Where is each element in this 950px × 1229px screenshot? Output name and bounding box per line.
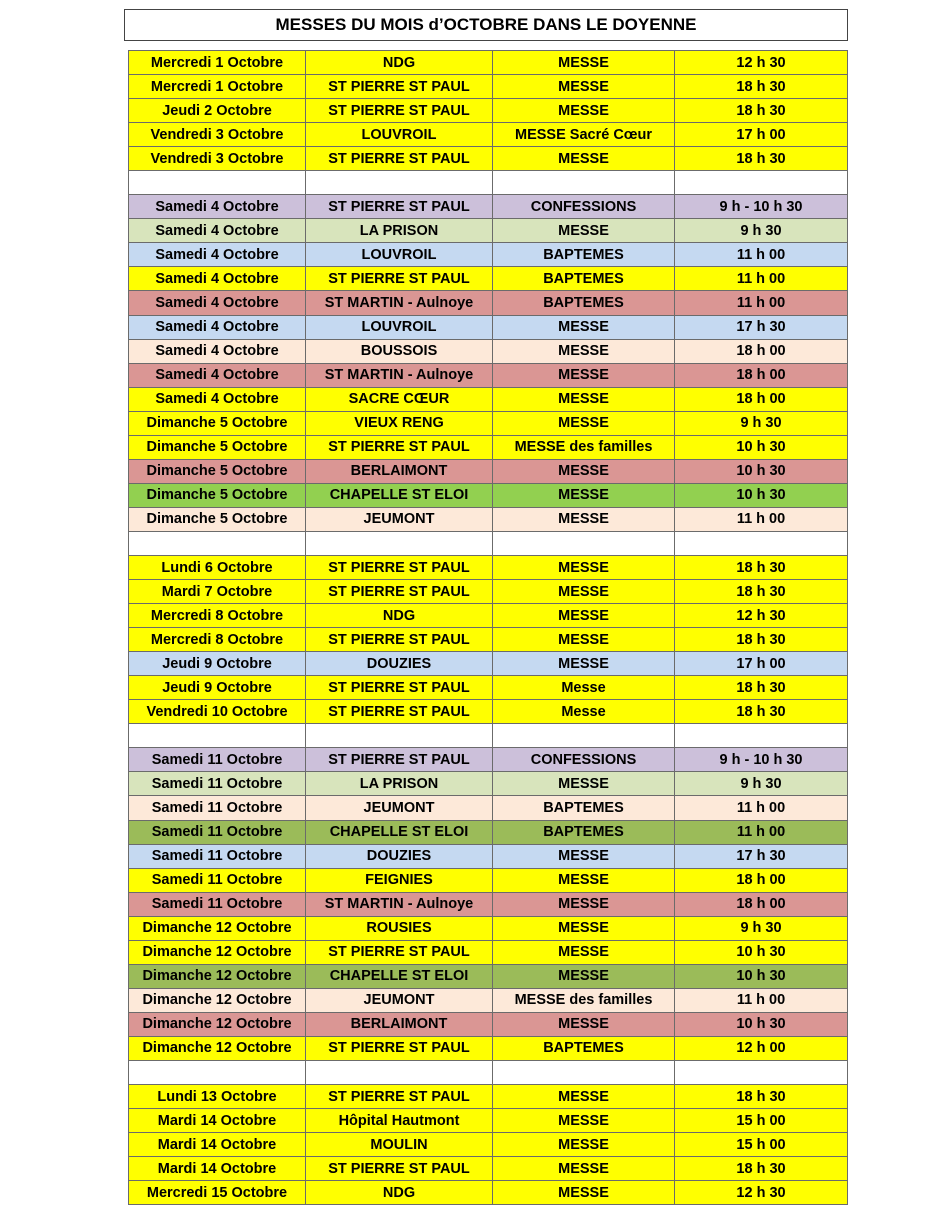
page-title: MESSES DU MOIS d’OCTOBRE DANS LE DOYENNE bbox=[124, 9, 848, 41]
cell-type: BAPTEMES bbox=[493, 1036, 675, 1060]
table-row bbox=[129, 99, 848, 123]
cell-heure: 9 h 30 bbox=[675, 916, 848, 940]
table-row bbox=[129, 844, 848, 868]
cell-heure: 9 h - 10 h 30 bbox=[675, 195, 848, 219]
cell-type bbox=[493, 724, 675, 748]
cell-lieu: ST PIERRE ST PAUL bbox=[306, 555, 493, 579]
cell-type: MESSE bbox=[493, 916, 675, 940]
cell-lieu bbox=[306, 171, 493, 195]
cell-date bbox=[129, 531, 306, 555]
cell-heure: 12 h 00 bbox=[675, 1036, 848, 1060]
table-row bbox=[129, 700, 848, 724]
spacer-row bbox=[129, 724, 848, 748]
cell-type: MESSE Sacré Cœur bbox=[493, 123, 675, 147]
cell-date: Samedi 11 Octobre bbox=[129, 748, 306, 772]
cell-lieu: JEUMONT bbox=[306, 988, 493, 1012]
cell-date: Jeudi 2 Octobre bbox=[129, 99, 306, 123]
cell-heure: 10 h 30 bbox=[675, 1012, 848, 1036]
cell-type: Messe bbox=[493, 700, 675, 724]
table-row bbox=[129, 219, 848, 243]
cell-type: MESSE bbox=[493, 628, 675, 652]
cell-lieu: LOUVROIL bbox=[306, 243, 493, 267]
cell-lieu: LA PRISON bbox=[306, 219, 493, 243]
cell-date: Samedi 4 Octobre bbox=[129, 291, 306, 315]
cell-heure: 18 h 30 bbox=[675, 147, 848, 171]
cell-type: MESSE bbox=[493, 507, 675, 531]
cell-date: Samedi 11 Octobre bbox=[129, 892, 306, 916]
cell-heure: 18 h 30 bbox=[675, 75, 848, 99]
table-row bbox=[129, 1181, 848, 1205]
cell-lieu: ST PIERRE ST PAUL bbox=[306, 700, 493, 724]
cell-date: Mardi 14 Octobre bbox=[129, 1109, 306, 1133]
table-row bbox=[129, 604, 848, 628]
table-row bbox=[129, 652, 848, 676]
cell-type: BAPTEMES bbox=[493, 820, 675, 844]
cell-heure: 9 h 30 bbox=[675, 411, 848, 435]
cell-type: MESSE bbox=[493, 75, 675, 99]
cell-date: Samedi 4 Octobre bbox=[129, 243, 306, 267]
table-row bbox=[129, 964, 848, 988]
cell-type: MESSE des familles bbox=[493, 435, 675, 459]
cell-heure bbox=[675, 1060, 848, 1084]
cell-heure: 11 h 00 bbox=[675, 243, 848, 267]
table-row bbox=[129, 892, 848, 916]
cell-date: Vendredi 3 Octobre bbox=[129, 123, 306, 147]
cell-heure: 18 h 30 bbox=[675, 1157, 848, 1181]
cell-heure: 18 h 30 bbox=[675, 676, 848, 700]
cell-type: MESSE bbox=[493, 868, 675, 892]
table-row bbox=[129, 1036, 848, 1060]
cell-type bbox=[493, 1060, 675, 1084]
cell-type: BAPTEMES bbox=[493, 267, 675, 291]
cell-type: MESSE bbox=[493, 1133, 675, 1157]
cell-date: Samedi 11 Octobre bbox=[129, 868, 306, 892]
cell-heure: 17 h 00 bbox=[675, 652, 848, 676]
table-row bbox=[129, 339, 848, 363]
cell-date: Dimanche 5 Octobre bbox=[129, 507, 306, 531]
cell-heure: 17 h 00 bbox=[675, 123, 848, 147]
cell-lieu: NDG bbox=[306, 51, 493, 75]
cell-heure: 10 h 30 bbox=[675, 964, 848, 988]
cell-lieu: Hôpital Hautmont bbox=[306, 1109, 493, 1133]
table-row bbox=[129, 916, 848, 940]
cell-heure: 18 h 30 bbox=[675, 628, 848, 652]
table-row bbox=[129, 796, 848, 820]
cell-heure: 15 h 00 bbox=[675, 1109, 848, 1133]
table-row bbox=[129, 123, 848, 147]
table-row bbox=[129, 748, 848, 772]
cell-type: MESSE des familles bbox=[493, 988, 675, 1012]
table-row bbox=[129, 363, 848, 387]
cell-heure: 18 h 00 bbox=[675, 339, 848, 363]
cell-heure: 18 h 30 bbox=[675, 1085, 848, 1109]
cell-lieu: FEIGNIES bbox=[306, 868, 493, 892]
table-row bbox=[129, 628, 848, 652]
cell-date bbox=[129, 1060, 306, 1084]
cell-date: Dimanche 5 Octobre bbox=[129, 411, 306, 435]
cell-date: Dimanche 12 Octobre bbox=[129, 1012, 306, 1036]
table-row bbox=[129, 555, 848, 579]
cell-heure: 10 h 30 bbox=[675, 940, 848, 964]
table-row bbox=[129, 988, 848, 1012]
cell-date: Dimanche 12 Octobre bbox=[129, 988, 306, 1012]
table-row bbox=[129, 940, 848, 964]
cell-lieu: ST MARTIN - Aulnoye bbox=[306, 363, 493, 387]
cell-lieu: JEUMONT bbox=[306, 796, 493, 820]
cell-date: Mardi 14 Octobre bbox=[129, 1157, 306, 1181]
cell-lieu: ST MARTIN - Aulnoye bbox=[306, 892, 493, 916]
cell-type: MESSE bbox=[493, 652, 675, 676]
cell-heure: 11 h 00 bbox=[675, 291, 848, 315]
cell-lieu: BOUSSOIS bbox=[306, 339, 493, 363]
cell-date: Jeudi 9 Octobre bbox=[129, 676, 306, 700]
table-row bbox=[129, 51, 848, 75]
cell-lieu bbox=[306, 531, 493, 555]
cell-heure: 18 h 00 bbox=[675, 363, 848, 387]
table-row bbox=[129, 387, 848, 411]
cell-heure: 17 h 30 bbox=[675, 844, 848, 868]
cell-lieu: ST PIERRE ST PAUL bbox=[306, 628, 493, 652]
table-row bbox=[129, 75, 848, 99]
cell-date: Mardi 7 Octobre bbox=[129, 580, 306, 604]
cell-date: Samedi 11 Octobre bbox=[129, 844, 306, 868]
cell-heure: 9 h 30 bbox=[675, 772, 848, 796]
cell-type: MESSE bbox=[493, 363, 675, 387]
cell-heure: 12 h 30 bbox=[675, 51, 848, 75]
cell-type bbox=[493, 171, 675, 195]
cell-date: Samedi 4 Octobre bbox=[129, 363, 306, 387]
schedule-table bbox=[128, 50, 848, 1205]
cell-heure: 18 h 30 bbox=[675, 700, 848, 724]
cell-heure: 11 h 00 bbox=[675, 820, 848, 844]
table-row bbox=[129, 1133, 848, 1157]
cell-heure: 10 h 30 bbox=[675, 459, 848, 483]
cell-lieu: SACRE CŒUR bbox=[306, 387, 493, 411]
spacer-row bbox=[129, 1060, 848, 1084]
cell-lieu: ST PIERRE ST PAUL bbox=[306, 1085, 493, 1109]
cell-type: MESSE bbox=[493, 387, 675, 411]
cell-lieu: ROUSIES bbox=[306, 916, 493, 940]
cell-lieu: LA PRISON bbox=[306, 772, 493, 796]
spacer-row bbox=[129, 171, 848, 195]
cell-date: Mercredi 8 Octobre bbox=[129, 628, 306, 652]
cell-heure: 10 h 30 bbox=[675, 435, 848, 459]
cell-heure: 11 h 00 bbox=[675, 507, 848, 531]
cell-date: Dimanche 12 Octobre bbox=[129, 1036, 306, 1060]
cell-type: MESSE bbox=[493, 483, 675, 507]
cell-lieu: ST MARTIN - Aulnoye bbox=[306, 291, 493, 315]
cell-type: MESSE bbox=[493, 147, 675, 171]
cell-date: Samedi 4 Octobre bbox=[129, 387, 306, 411]
cell-date: Lundi 6 Octobre bbox=[129, 555, 306, 579]
cell-lieu: ST PIERRE ST PAUL bbox=[306, 748, 493, 772]
cell-type: MESSE bbox=[493, 315, 675, 339]
table-row bbox=[129, 1085, 848, 1109]
cell-date: Samedi 11 Octobre bbox=[129, 820, 306, 844]
cell-type: MESSE bbox=[493, 772, 675, 796]
cell-type: MESSE bbox=[493, 555, 675, 579]
cell-heure: 18 h 00 bbox=[675, 868, 848, 892]
cell-lieu: VIEUX RENG bbox=[306, 411, 493, 435]
cell-heure: 11 h 00 bbox=[675, 267, 848, 291]
cell-heure bbox=[675, 171, 848, 195]
spacer-row bbox=[129, 531, 848, 555]
table-row bbox=[129, 435, 848, 459]
cell-lieu bbox=[306, 1060, 493, 1084]
cell-type: MESSE bbox=[493, 940, 675, 964]
cell-type: MESSE bbox=[493, 892, 675, 916]
cell-type: MESSE bbox=[493, 411, 675, 435]
cell-type: BAPTEMES bbox=[493, 291, 675, 315]
cell-date: Samedi 11 Octobre bbox=[129, 796, 306, 820]
cell-date: Dimanche 12 Octobre bbox=[129, 940, 306, 964]
cell-lieu: ST PIERRE ST PAUL bbox=[306, 99, 493, 123]
cell-heure: 11 h 00 bbox=[675, 796, 848, 820]
cell-date: Lundi 13 Octobre bbox=[129, 1085, 306, 1109]
cell-type: BAPTEMES bbox=[493, 796, 675, 820]
table-row bbox=[129, 459, 848, 483]
cell-date: Mercredi 1 Octobre bbox=[129, 51, 306, 75]
cell-heure: 18 h 30 bbox=[675, 555, 848, 579]
cell-type: MESSE bbox=[493, 964, 675, 988]
table-row bbox=[129, 483, 848, 507]
cell-lieu: CHAPELLE ST ELOI bbox=[306, 964, 493, 988]
table-row bbox=[129, 676, 848, 700]
cell-lieu: ST PIERRE ST PAUL bbox=[306, 147, 493, 171]
cell-lieu: CHAPELLE ST ELOI bbox=[306, 820, 493, 844]
cell-lieu: BERLAIMONT bbox=[306, 1012, 493, 1036]
cell-heure: 9 h - 10 h 30 bbox=[675, 748, 848, 772]
cell-date: Mercredi 1 Octobre bbox=[129, 75, 306, 99]
cell-heure bbox=[675, 724, 848, 748]
cell-date: Dimanche 5 Octobre bbox=[129, 459, 306, 483]
cell-type: CONFESSIONS bbox=[493, 195, 675, 219]
cell-heure bbox=[675, 531, 848, 555]
cell-date: Vendredi 3 Octobre bbox=[129, 147, 306, 171]
cell-date: Samedi 4 Octobre bbox=[129, 219, 306, 243]
cell-type: MESSE bbox=[493, 459, 675, 483]
cell-lieu: MOULIN bbox=[306, 1133, 493, 1157]
table-row bbox=[129, 267, 848, 291]
cell-date: Dimanche 12 Octobre bbox=[129, 916, 306, 940]
cell-heure: 15 h 00 bbox=[675, 1133, 848, 1157]
cell-lieu: LOUVROIL bbox=[306, 123, 493, 147]
cell-lieu: ST PIERRE ST PAUL bbox=[306, 435, 493, 459]
table-row bbox=[129, 507, 848, 531]
table-row bbox=[129, 147, 848, 171]
cell-type: Messe bbox=[493, 676, 675, 700]
cell-date: Dimanche 5 Octobre bbox=[129, 435, 306, 459]
cell-lieu: BERLAIMONT bbox=[306, 459, 493, 483]
cell-date: Dimanche 5 Octobre bbox=[129, 483, 306, 507]
cell-date: Samedi 4 Octobre bbox=[129, 315, 306, 339]
cell-date: Samedi 11 Octobre bbox=[129, 772, 306, 796]
cell-date: Mardi 14 Octobre bbox=[129, 1133, 306, 1157]
cell-type: BAPTEMES bbox=[493, 243, 675, 267]
cell-type: MESSE bbox=[493, 580, 675, 604]
cell-lieu: NDG bbox=[306, 1181, 493, 1205]
table-row bbox=[129, 772, 848, 796]
cell-lieu: CHAPELLE ST ELOI bbox=[306, 483, 493, 507]
cell-date: Samedi 4 Octobre bbox=[129, 195, 306, 219]
cell-date: Mercredi 15 Octobre bbox=[129, 1181, 306, 1205]
cell-date: Vendredi 10 Octobre bbox=[129, 700, 306, 724]
cell-type: MESSE bbox=[493, 51, 675, 75]
cell-date bbox=[129, 171, 306, 195]
cell-type: MESSE bbox=[493, 604, 675, 628]
cell-type: MESSE bbox=[493, 99, 675, 123]
cell-heure: 9 h 30 bbox=[675, 219, 848, 243]
cell-date bbox=[129, 724, 306, 748]
cell-lieu: ST PIERRE ST PAUL bbox=[306, 1036, 493, 1060]
cell-lieu: ST PIERRE ST PAUL bbox=[306, 676, 493, 700]
cell-date: Dimanche 12 Octobre bbox=[129, 964, 306, 988]
cell-heure: 18 h 30 bbox=[675, 99, 848, 123]
cell-type: MESSE bbox=[493, 1085, 675, 1109]
cell-type: MESSE bbox=[493, 1012, 675, 1036]
cell-lieu: ST PIERRE ST PAUL bbox=[306, 940, 493, 964]
table-row bbox=[129, 1012, 848, 1036]
table-row bbox=[129, 315, 848, 339]
cell-heure: 10 h 30 bbox=[675, 483, 848, 507]
cell-lieu: NDG bbox=[306, 604, 493, 628]
table-row bbox=[129, 868, 848, 892]
cell-heure: 18 h 00 bbox=[675, 387, 848, 411]
cell-date: Jeudi 9 Octobre bbox=[129, 652, 306, 676]
cell-lieu: DOUZIES bbox=[306, 844, 493, 868]
cell-type: MESSE bbox=[493, 339, 675, 363]
cell-lieu: ST PIERRE ST PAUL bbox=[306, 267, 493, 291]
cell-date: Samedi 4 Octobre bbox=[129, 339, 306, 363]
cell-heure: 17 h 30 bbox=[675, 315, 848, 339]
cell-heure: 12 h 30 bbox=[675, 604, 848, 628]
table-row bbox=[129, 1157, 848, 1181]
cell-type: MESSE bbox=[493, 1109, 675, 1133]
cell-lieu: ST PIERRE ST PAUL bbox=[306, 195, 493, 219]
table-row bbox=[129, 1109, 848, 1133]
schedule-body bbox=[129, 51, 848, 1205]
table-row bbox=[129, 580, 848, 604]
table-row bbox=[129, 195, 848, 219]
cell-lieu: ST PIERRE ST PAUL bbox=[306, 580, 493, 604]
cell-heure: 11 h 00 bbox=[675, 988, 848, 1012]
table-row bbox=[129, 411, 848, 435]
cell-heure: 18 h 00 bbox=[675, 892, 848, 916]
cell-heure: 18 h 30 bbox=[675, 580, 848, 604]
cell-type: MESSE bbox=[493, 1181, 675, 1205]
cell-lieu: ST PIERRE ST PAUL bbox=[306, 75, 493, 99]
table-row bbox=[129, 820, 848, 844]
cell-lieu: DOUZIES bbox=[306, 652, 493, 676]
cell-lieu: JEUMONT bbox=[306, 507, 493, 531]
cell-heure: 12 h 30 bbox=[675, 1181, 848, 1205]
cell-type bbox=[493, 531, 675, 555]
cell-lieu bbox=[306, 724, 493, 748]
cell-type: MESSE bbox=[493, 1157, 675, 1181]
cell-date: Samedi 4 Octobre bbox=[129, 267, 306, 291]
cell-date: Mercredi 8 Octobre bbox=[129, 604, 306, 628]
cell-type: CONFESSIONS bbox=[493, 748, 675, 772]
table-row bbox=[129, 243, 848, 267]
cell-type: MESSE bbox=[493, 219, 675, 243]
cell-lieu: ST PIERRE ST PAUL bbox=[306, 1157, 493, 1181]
table-row bbox=[129, 291, 848, 315]
cell-lieu: LOUVROIL bbox=[306, 315, 493, 339]
cell-type: MESSE bbox=[493, 844, 675, 868]
